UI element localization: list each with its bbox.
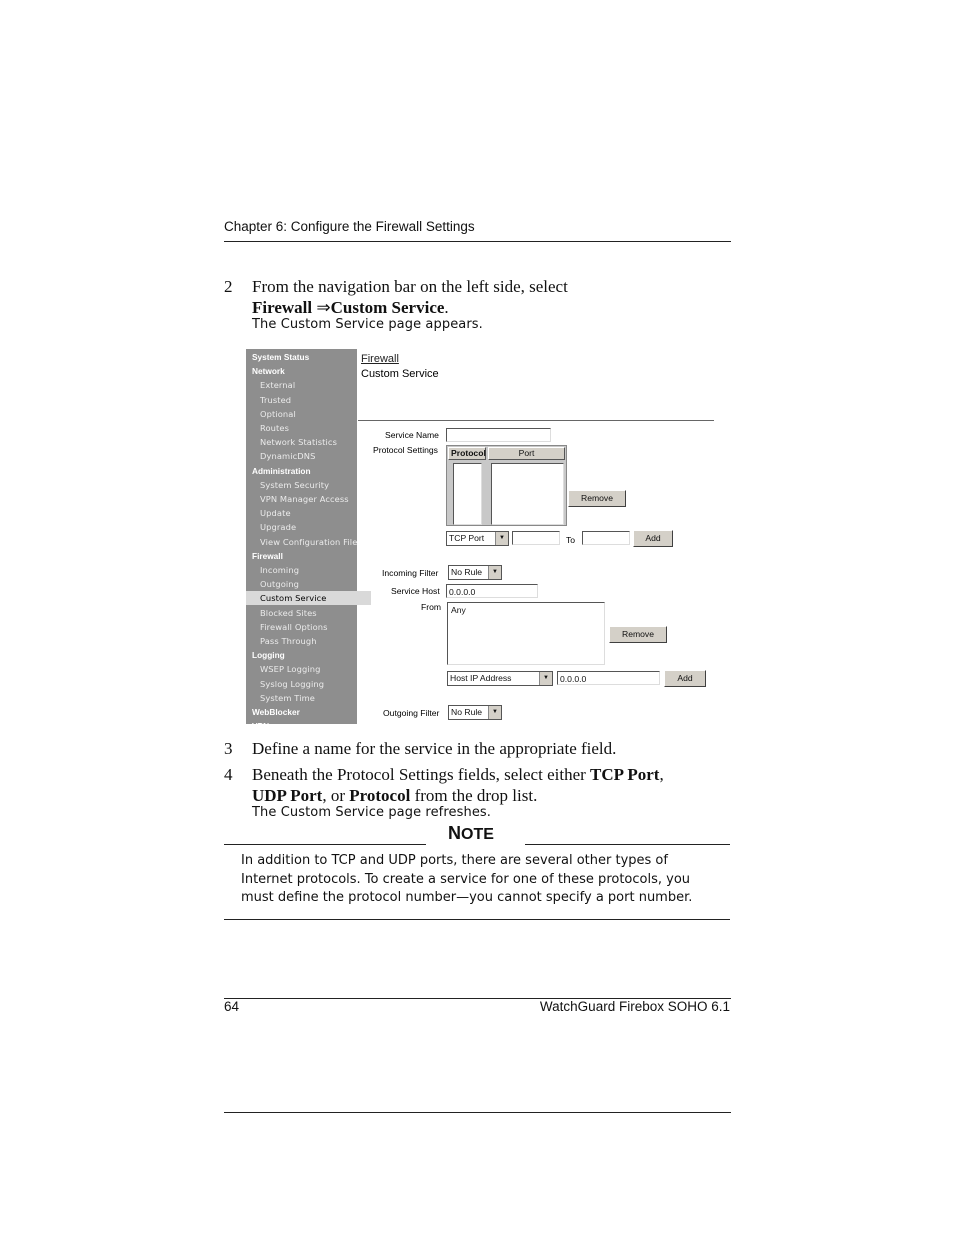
nav-item[interactable]: VPN bbox=[252, 721, 270, 732]
nav-item[interactable]: Network Statistics bbox=[260, 437, 338, 448]
step-bold: Protocol bbox=[349, 786, 411, 805]
outgoing-filter-label: Outgoing Filter bbox=[383, 708, 440, 718]
step-bold: UDP Port bbox=[252, 786, 323, 805]
nav-item[interactable]: Pass Through bbox=[260, 636, 317, 646]
incoming-filter-label: Incoming Filter bbox=[382, 568, 439, 578]
nav-item[interactable]: Update bbox=[260, 508, 291, 519]
step-2 bbox=[224, 276, 734, 320]
protocol-table bbox=[446, 445, 567, 526]
port-to-input[interactable] bbox=[582, 531, 630, 545]
nav-item[interactable]: Network bbox=[252, 366, 285, 377]
chevron-down-icon[interactable]: ▼ bbox=[488, 706, 501, 719]
remove-from-button[interactable]: Remove bbox=[609, 626, 667, 643]
incoming-filter-select[interactable] bbox=[448, 565, 502, 580]
sub-note-2: The Custom Service page refreshes. bbox=[252, 805, 492, 820]
nav-item[interactable]: WSEP Logging bbox=[260, 664, 321, 675]
step-4 bbox=[224, 764, 734, 808]
note-body: In addition to TCP and UDP ports, there are several other types of Internet protocols. To create a service for one of these protocols, you must define the protocol number—you cannot specify a port number. bbox=[241, 853, 693, 905]
custom-service-screenshot bbox=[246, 349, 714, 732]
step-text-part: From the navigation bar on the left side, select bbox=[252, 277, 568, 296]
service-host-label: Service Host bbox=[391, 586, 440, 596]
step-text-part: Beneath the Protocol Settings fields, select either bbox=[252, 765, 591, 784]
note-rule-right bbox=[525, 844, 730, 845]
note-title-first: N bbox=[448, 823, 461, 843]
nav-item[interactable]: DynamicDNS bbox=[260, 451, 316, 462]
protocol-type-select[interactable] bbox=[446, 531, 509, 546]
nav-item[interactable]: Custom Service bbox=[246, 591, 371, 605]
host-type-select[interactable] bbox=[447, 671, 553, 686]
product-name: WatchGuard Firebox SOHO 6.1 bbox=[539, 999, 730, 1014]
arrow-glyph: ⇒ bbox=[316, 298, 331, 317]
protocol-settings-label: Protocol Settings bbox=[373, 445, 438, 455]
nav-item[interactable]: Trusted bbox=[260, 394, 292, 405]
nav-item[interactable]: Logging bbox=[252, 650, 285, 661]
page-title: Custom Service bbox=[361, 368, 439, 380]
outgoing-filter-select[interactable] bbox=[448, 705, 502, 720]
step-bold: Firewall bbox=[252, 298, 313, 317]
to-label: To bbox=[566, 535, 576, 545]
nav-sidebar bbox=[246, 349, 358, 732]
chevron-down-icon[interactable]: ▼ bbox=[495, 532, 508, 545]
nav-item[interactable]: Optional bbox=[260, 408, 296, 419]
sub-note-1: The Custom Service page appears. bbox=[252, 317, 483, 332]
nav-item[interactable]: Firewall Options bbox=[260, 621, 328, 632]
breadcrumb-firewall-link[interactable]: Firewall bbox=[361, 353, 399, 365]
note-rule-bottom bbox=[224, 919, 730, 920]
nav-item[interactable]: System Time bbox=[260, 692, 315, 703]
service-name-input[interactable] bbox=[446, 428, 551, 442]
remove-protocol-button[interactable]: Remove bbox=[568, 490, 626, 507]
add-protocol-button[interactable]: Add bbox=[633, 530, 673, 547]
step-text-part: , or bbox=[322, 786, 350, 805]
step-text: Define a name for the service in the appropriate field. bbox=[252, 739, 617, 758]
step-text bbox=[252, 764, 732, 806]
from-list-item[interactable]: Any bbox=[451, 605, 466, 615]
protocol-list[interactable] bbox=[453, 463, 482, 525]
nav-item[interactable]: VPN Manager Access bbox=[260, 494, 349, 504]
nav-item[interactable]: External bbox=[260, 380, 296, 391]
nav-item[interactable]: WebBlocker bbox=[252, 707, 300, 717]
chapter-header: Chapter 6: Configure the Firewall Settings bbox=[224, 219, 475, 234]
step-number: 2 bbox=[224, 277, 233, 296]
nav-item[interactable]: System Status bbox=[252, 352, 310, 362]
host-type-value: Host IP Address bbox=[450, 673, 512, 683]
nav-item[interactable]: Syslog Logging bbox=[260, 678, 325, 689]
protocol-type-value: TCP Port bbox=[449, 533, 485, 543]
note-title-rest: OTE bbox=[461, 826, 494, 843]
nav-item[interactable]: System Security bbox=[260, 479, 330, 490]
nav-item[interactable]: Routes bbox=[260, 423, 290, 433]
host-address-input[interactable]: 0.0.0.0 bbox=[557, 671, 660, 685]
nav-item[interactable]: Blocked Sites bbox=[260, 607, 317, 618]
note-rule-left bbox=[224, 844, 426, 845]
step-text bbox=[252, 276, 732, 318]
chevron-down-icon[interactable]: ▼ bbox=[488, 566, 501, 579]
service-host-input[interactable]: 0.0.0.0 bbox=[446, 584, 538, 598]
nav-item[interactable]: Outgoing bbox=[260, 579, 300, 590]
port-list[interactable] bbox=[491, 463, 564, 525]
from-list[interactable] bbox=[447, 602, 605, 665]
chevron-down-icon[interactable]: ▼ bbox=[539, 672, 552, 685]
header-rule bbox=[224, 241, 731, 242]
nav-item[interactable]: Incoming bbox=[260, 565, 300, 575]
step-number: 4 bbox=[224, 765, 233, 784]
nav-item[interactable]: View Configuration File bbox=[260, 536, 358, 547]
nav-item[interactable]: Upgrade bbox=[260, 522, 297, 533]
title-divider bbox=[358, 420, 714, 421]
bottom-rule bbox=[224, 1112, 731, 1113]
nav-item[interactable]: Administration bbox=[252, 465, 311, 476]
protocol-column-header: Protocol bbox=[448, 447, 486, 460]
step-bold: Custom Service bbox=[330, 298, 445, 317]
step-text-part: from the drop list. bbox=[410, 786, 538, 805]
note-title bbox=[448, 823, 494, 844]
from-label: From bbox=[421, 602, 442, 612]
page-number: 64 bbox=[224, 999, 240, 1014]
outgoing-filter-value: No Rule bbox=[451, 707, 483, 717]
port-column-header: Port bbox=[488, 447, 565, 460]
port-from-input[interactable] bbox=[512, 531, 560, 545]
step-bold: TCP Port bbox=[590, 765, 660, 784]
step-text-part: , bbox=[659, 765, 664, 784]
nav-item[interactable]: Firewall bbox=[252, 550, 283, 561]
step-3 bbox=[224, 738, 734, 760]
step-number: 3 bbox=[224, 739, 233, 758]
add-host-button[interactable]: Add bbox=[664, 670, 706, 687]
incoming-filter-value: No Rule bbox=[451, 567, 483, 577]
service-name-label: Service Name bbox=[385, 430, 439, 440]
step-punct: . bbox=[444, 298, 449, 317]
